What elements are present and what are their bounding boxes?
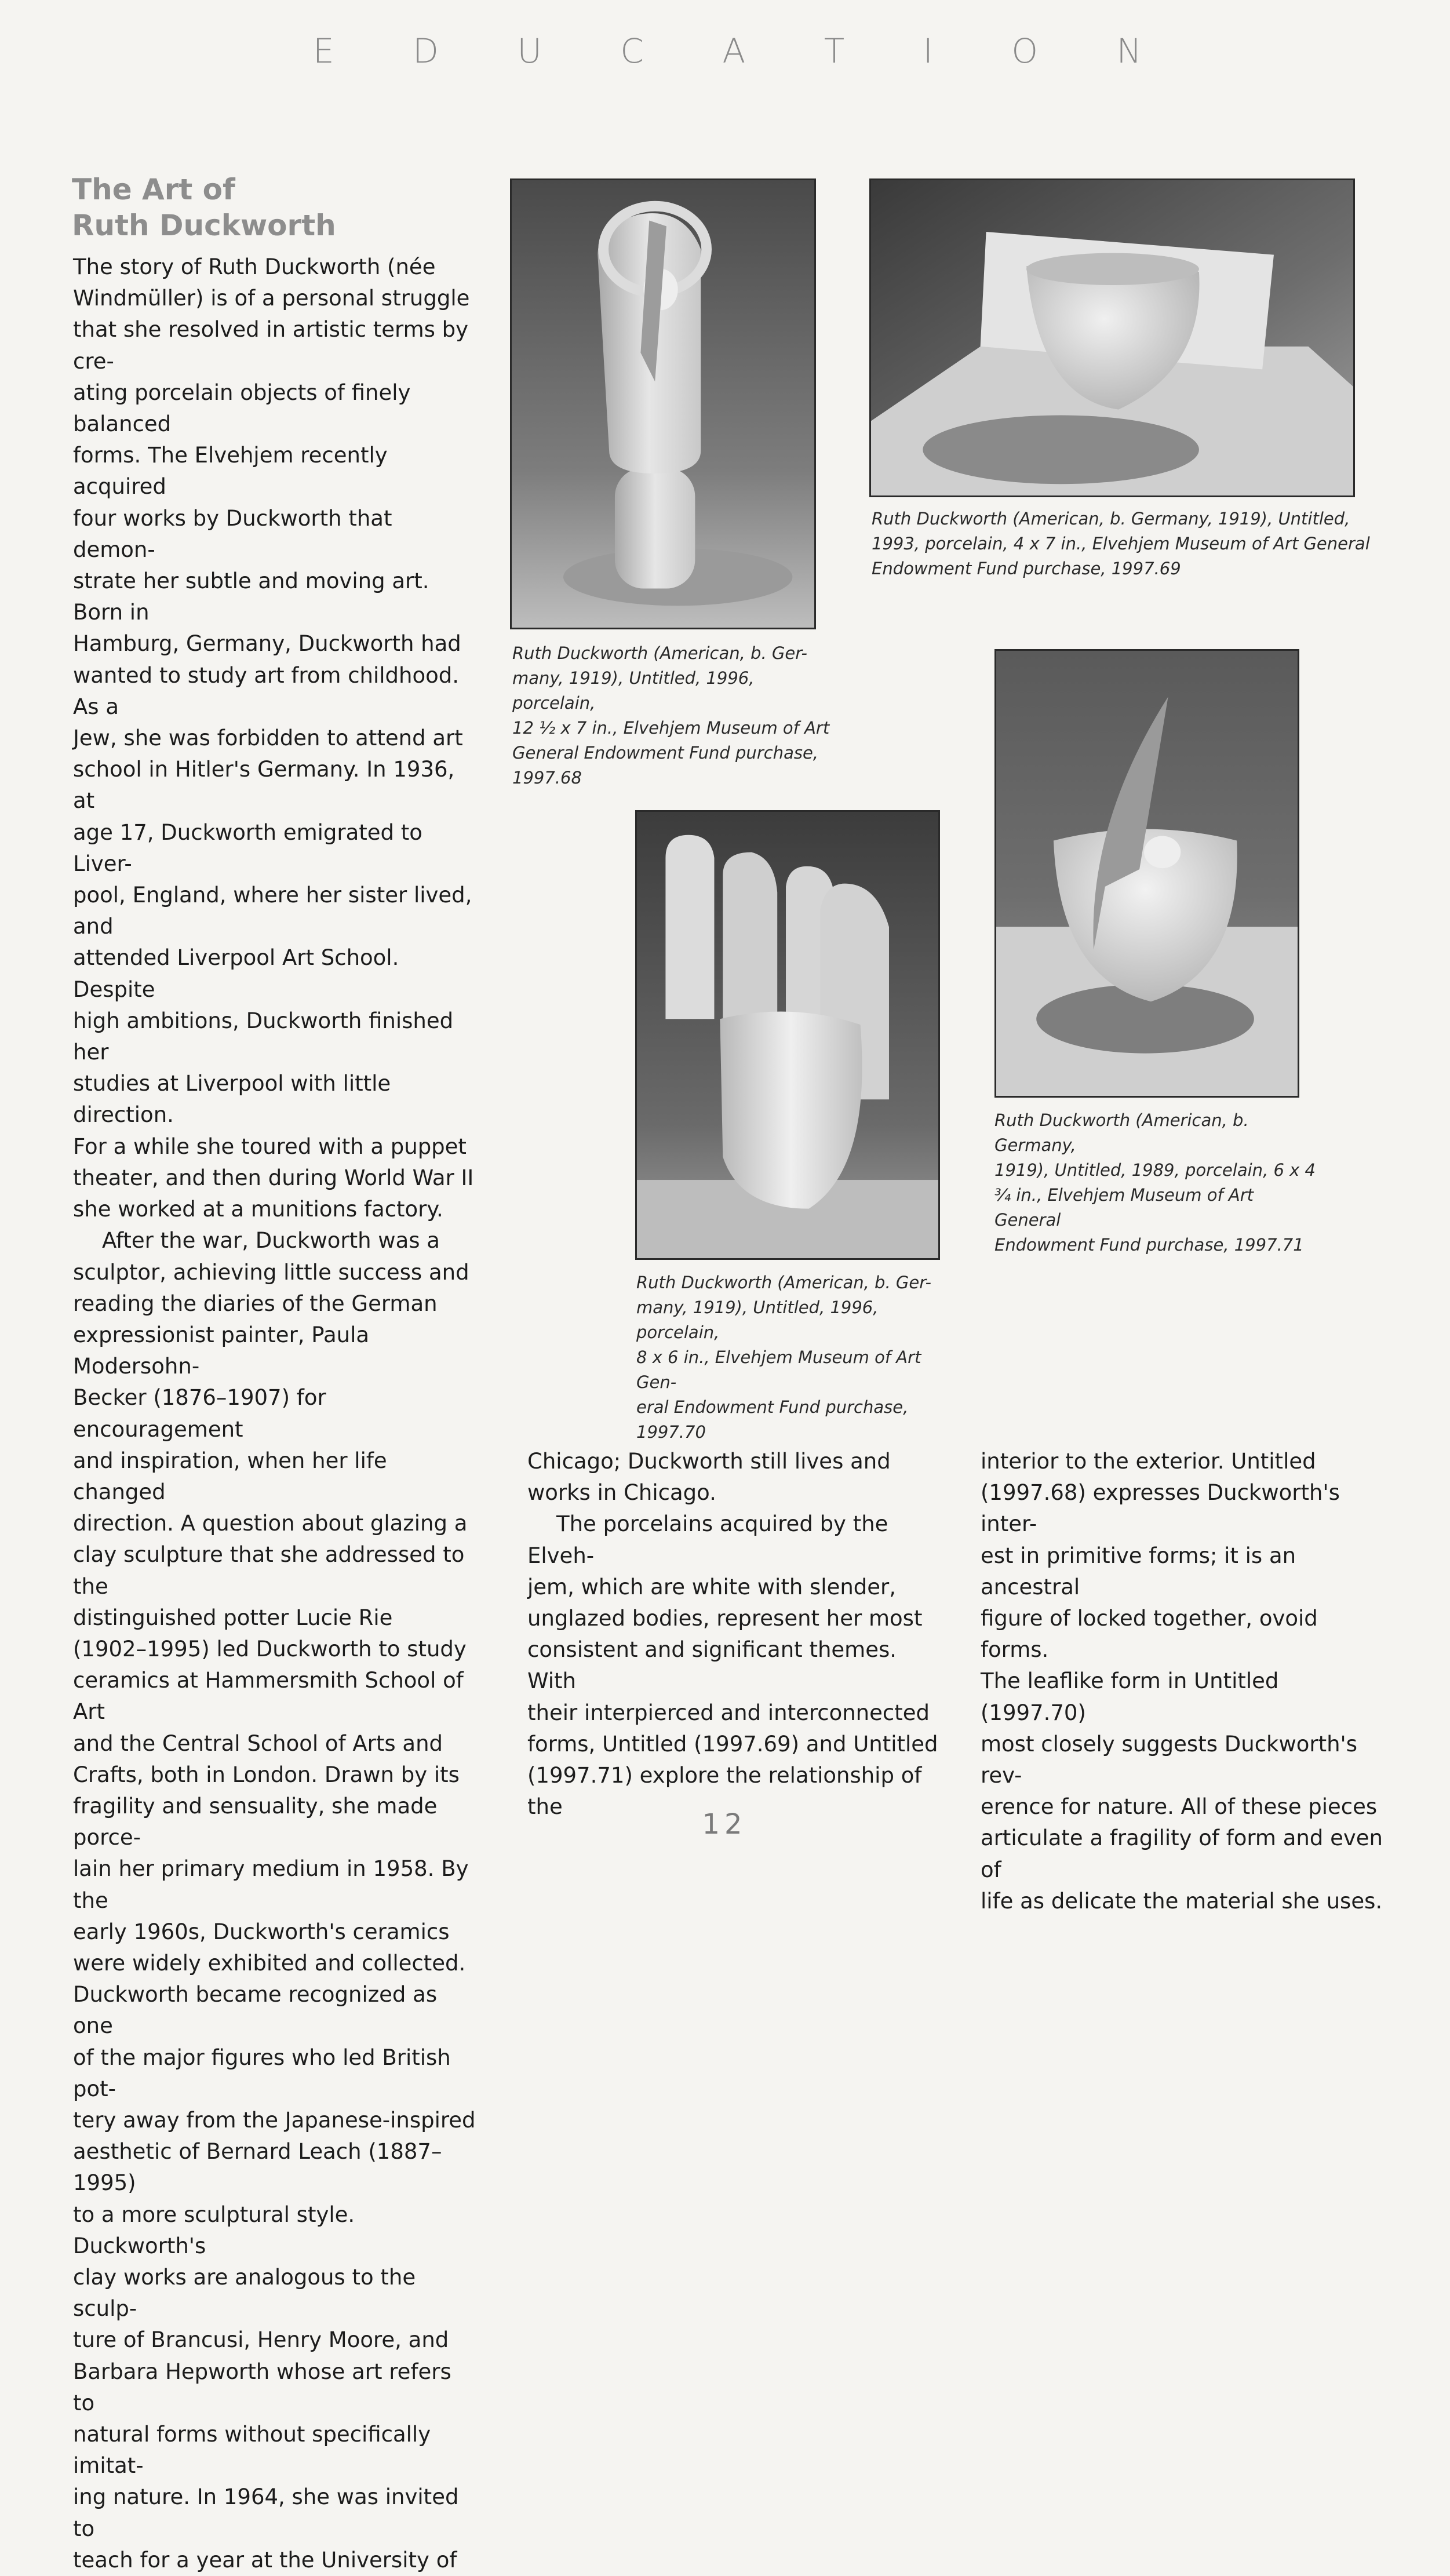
paragraph: interior to the exterior. Untitled (1997.68) expresses Duckworth's inter- est in primitive forms; it is an ancestral figure of locked together, ovoid forms. The leaflike form in Untitled (1997.70) most closely suggests Duckworth's rev- erence for nature. All of these pieces articulate a fragility of form and even of life as delicate the material she uses.: [981, 1449, 1383, 1914]
photo-untitled-1997-68: [510, 178, 816, 629]
caption-1997-69: Ruth Duckworth (American, b. Germany, 1919), Untitled, 1993, porcelain, 4 x 7 in., Elvehjem Museum of Art General Endowment Fund purchase, 1997.69: [872, 509, 1370, 578]
article-column-3: [981, 1446, 1386, 1917]
header-letter: I: [923, 31, 933, 71]
header-letter: U: [517, 31, 542, 71]
section-header: [313, 30, 1142, 72]
article-column-1: [73, 252, 479, 2576]
photo-untitled-1997-70: [635, 810, 940, 1260]
article-column-2: [527, 1446, 945, 1823]
caption-1997-70: Ruth Duckworth (American, b. Ger- many, 1919), Untitled, 1996, porcelain, 8 x 6 in., Elvehjem Museum of Art Gen- eral Endowment Fund purchase, 1997.70: [636, 1273, 932, 1442]
page-number: 12: [702, 1808, 747, 1841]
article-title-line: The Art of: [72, 173, 235, 206]
paragraph: After the war, Duckworth was a sculptor, achieving little success and reading the diaries of the German expressionist painter, Paula Modersohn- Becker (1876–1907) for encouragement and inspiration, when her life changed direction. A question about glazing a clay sculpture that she addressed to the distinguished potter Lucie Rie (1902–1995) led Duckworth to study ceramics at Hammersmith School of Art and the Central School of Arts and Crafts, both in London. Drawn by its fragility and sensuality, she made porce- lain her primary medium in 1958. By the early 1960s, Duckworth's ceramics were widely exhibited and collected. Duckworth became recognized as one of the major figures who led British pot- tery away from the Japanese-inspired aesthetic of Bernard Leach (1887–1995) to a more sculptural style. Duckworth's clay works are analogous to the sculp- ture of Brancusi, Henry Moore, and Barbara Hepworth whose art refers to natural forms without specifically imitat- ing nature. In 1964, she was invited to teach for a year at the University of: [73, 1228, 476, 2573]
paragraph: The porcelains acquired by the Elveh- jem, which are white with slender, unglazed bodies, represent her most consistent and significant themes. With their interpierced and interconnected forms, Untitled (1997.69) and Untitled (1997.71) explore the relationship of the: [527, 1511, 938, 1820]
header-letter: E: [313, 31, 334, 71]
header-letter: O: [1011, 31, 1038, 71]
caption-1997-68: Ruth Duckworth (American, b. Ger- many, 1919), Untitled, 1996, porcelain, 12 ½ x 7 in., Elvehjem Museum of Art General Endowment Fund purchase, 1997.68: [512, 643, 830, 788]
header-letter: T: [824, 31, 845, 71]
paragraph: Chicago; Duckworth still lives and works in Chicago.: [527, 1449, 891, 1506]
caption-1997-71: Ruth Duckworth (American, b. Germany, 1919), Untitled, 1989, porcelain, 6 x 4 ¾ in., Elvehjem Museum of Art General Endowment Fund purchase, 1997.71: [994, 1110, 1316, 1255]
header-letter: N: [1116, 31, 1142, 71]
photo-untitled-1997-71: [994, 649, 1299, 1098]
article-title-line: Ruth Duckworth: [72, 209, 336, 242]
header-letter: D: [413, 31, 439, 71]
article-title: [72, 172, 478, 243]
header-letter: C: [620, 31, 644, 71]
paragraph: The story of Ruth Duckworth (née Windmüller) is of a personal struggle that she resolved in artistic terms by cre- ating porcelain objects of finely balanced forms. The Elvehjem recently acquired four works by Duckworth that demon- strate her subtle and moving art. Born in Hamburg, Germany, Duckworth had wanted to study art from childhood. As a Jew, she was forbidden to attend art school in Hitler's Germany. In 1936, at age 17, Duckworth emigrated to Liver- pool, England, where her sister lived, and attended Liverpool Art School. Despite high ambitions, Duckworth finished her studies at Liverpool with little direction. For a while she toured with a puppet theater, and then during World War II she worked at a munitions factory.: [73, 254, 474, 1222]
photo-untitled-1997-69: [869, 178, 1355, 497]
header-letter: A: [722, 31, 746, 71]
